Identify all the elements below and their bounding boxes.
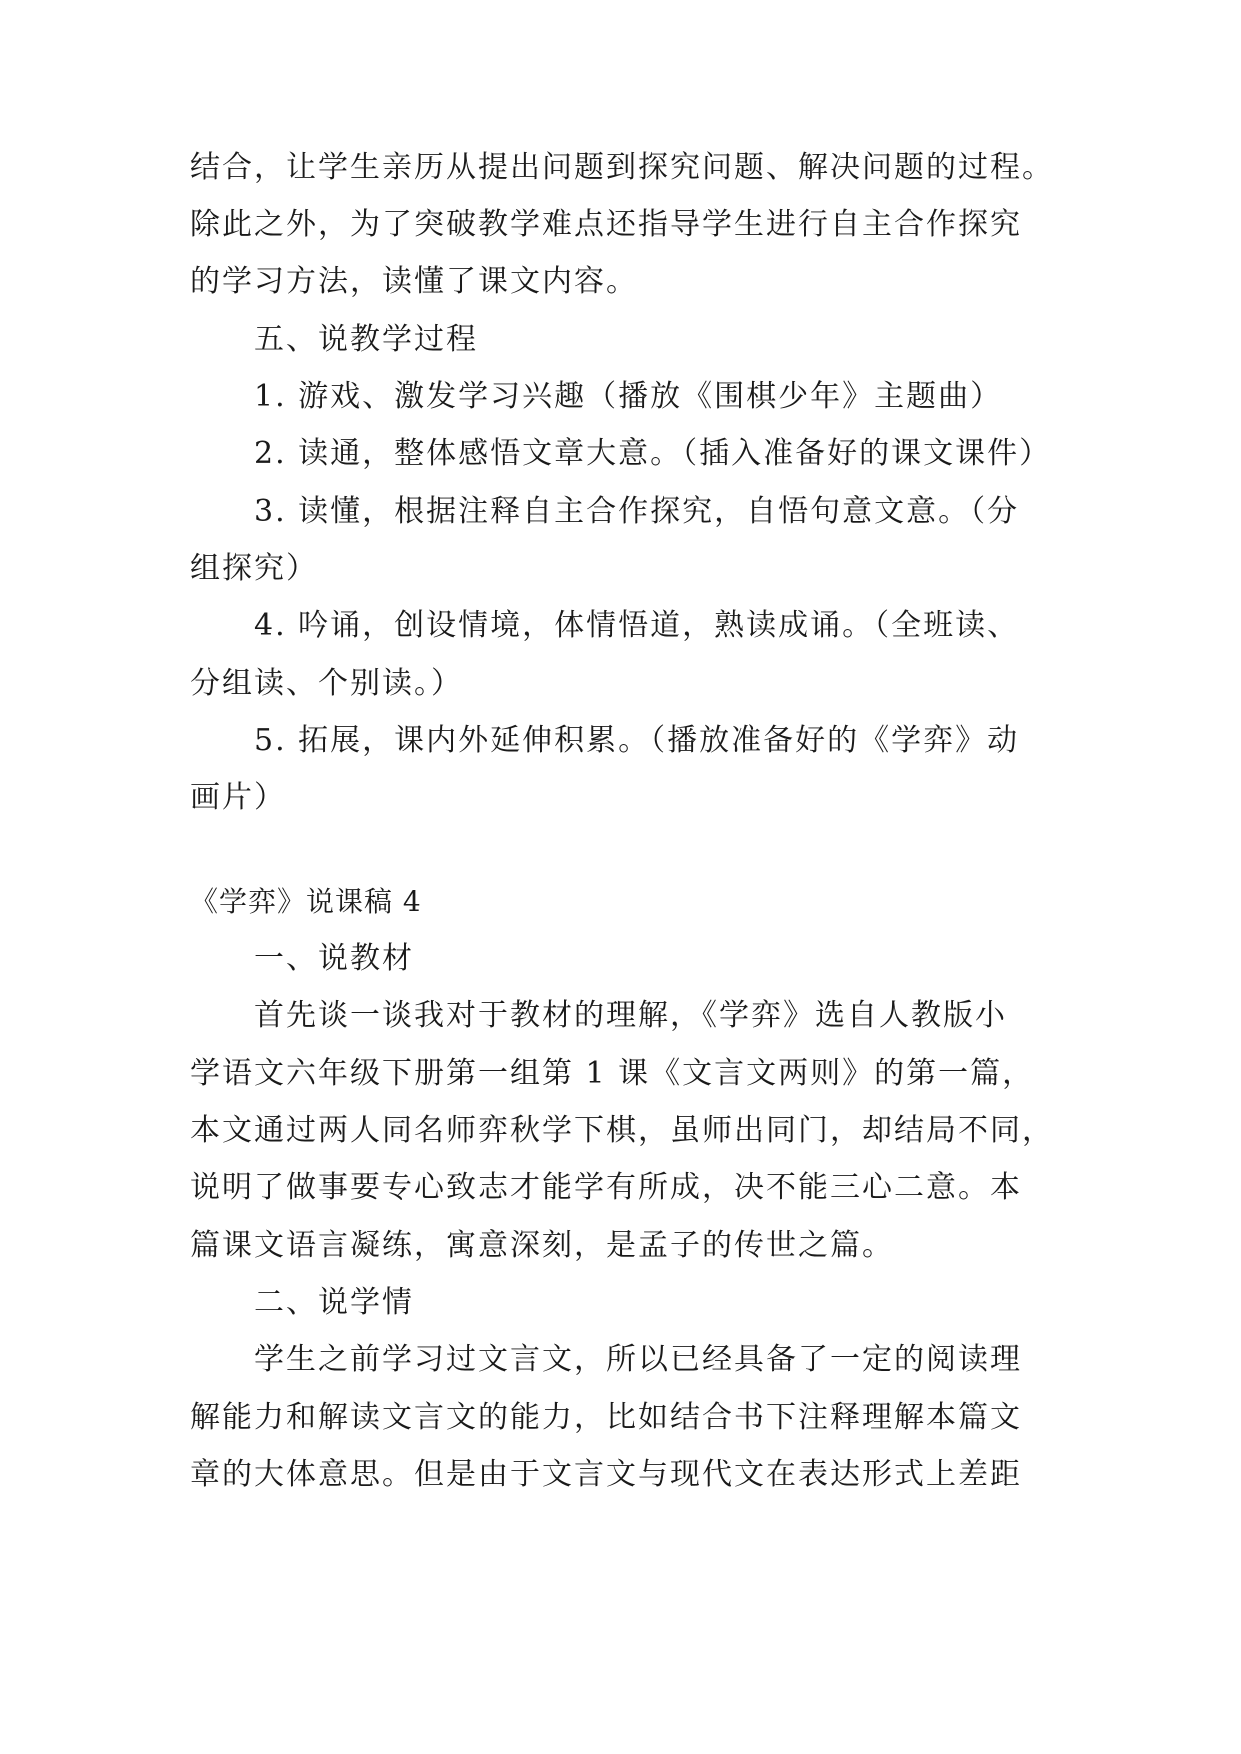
body-text-line: 除此之外，为了突破教学难点还指导学生进行自主合作探究: [190, 207, 1022, 242]
body-text-line: 学生之前学习过文言文，所以已经具备了一定的阅读理: [254, 1342, 1022, 1377]
process-step-5: 5. 拓展，课内外延伸积累。（播放准备好的《学弈》动: [254, 723, 1020, 758]
body-text-line: 本文通过两人同名师弈秋学下棋，虽师出同门，却结局不同，: [190, 1113, 1054, 1148]
body-text-line: 结合，让学生亲历从提出问题到探究问题、解决问题的过程。: [190, 150, 1054, 185]
process-step-1: 1. 游戏、激发学习兴趣（播放《围棋少年》主题曲）: [254, 379, 1003, 414]
body-text-line: 首先谈一谈我对于教材的理解，《学弈》选自人教版小: [254, 998, 1007, 1033]
section-heading-material: 一、说教材: [254, 941, 414, 976]
body-text-line: 说明了做事要专心致志才能学有所成，决不能三心二意。本: [190, 1170, 1022, 1205]
process-step-4: 4. 吟诵，创设情境，体情悟道，熟读成诵。（全班读、: [254, 608, 1020, 643]
section-heading-students: 二、说学情: [254, 1285, 414, 1320]
process-step-2: 2. 读通，整体感悟文章大意。（插入准备好的课文课件）: [254, 436, 1052, 471]
process-step-3-continued: 组探究）: [190, 551, 318, 586]
body-text-line: 学语文六年级下册第一组第 1 课《文言文两则》的第一篇，: [190, 1056, 1035, 1091]
article-title: 《学弈》说课稿 4: [190, 885, 422, 918]
body-text-line: 的学习方法，读懂了课文内容。: [190, 264, 638, 299]
section-heading-teaching-process: 五、说教学过程: [254, 322, 478, 357]
body-text-line: 章的大体意思。但是由于文言文与现代文在表达形式上差距: [190, 1457, 1022, 1492]
body-text-line: 解能力和解读文言文的能力，比如结合书下注释理解本篇文: [190, 1400, 1022, 1435]
body-text-line: 篇课文语言凝练，寓意深刻，是孟子的传世之篇。: [190, 1228, 894, 1263]
process-step-5-continued: 画片）: [190, 780, 286, 815]
process-step-4-continued: 分组读、个别读。）: [190, 666, 463, 701]
process-step-3: 3. 读懂，根据注释自主合作探究，自悟句意文意。（分: [254, 494, 1020, 529]
